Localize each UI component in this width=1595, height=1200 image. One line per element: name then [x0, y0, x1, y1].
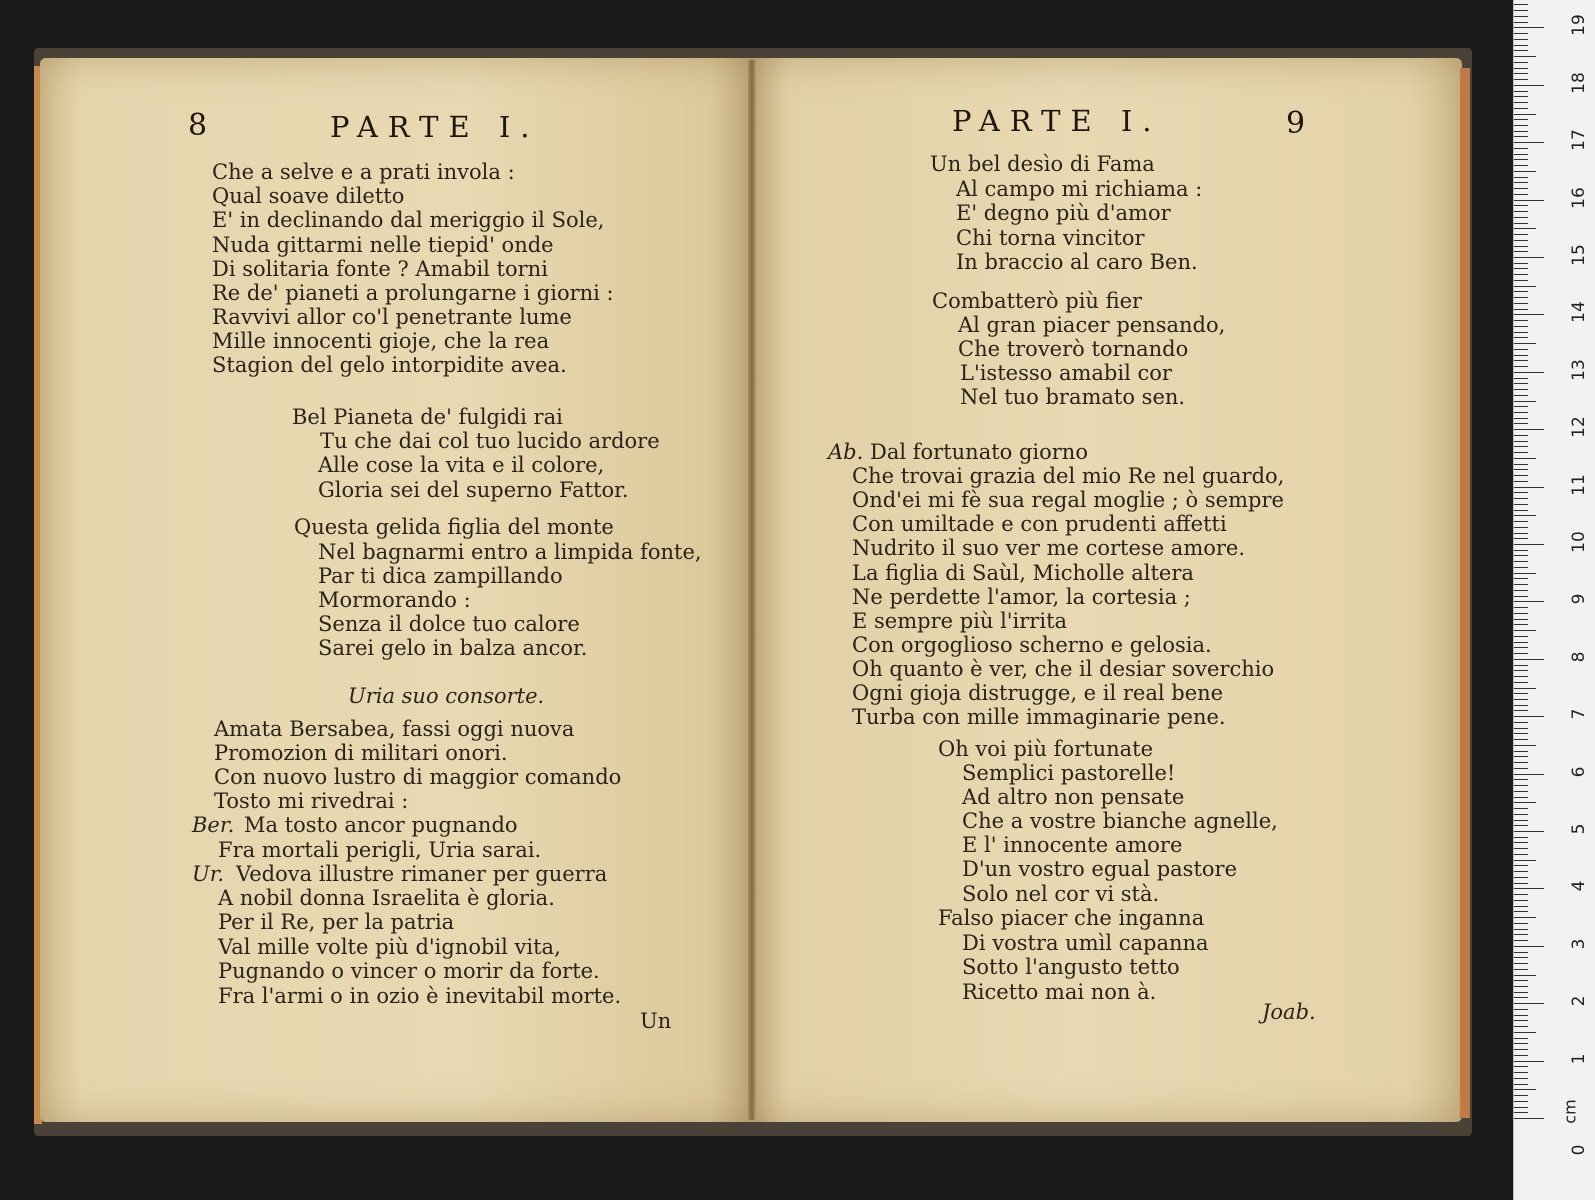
ruler-tick [1514, 79, 1528, 80]
ruler-tick [1514, 39, 1528, 40]
ruler-tick [1514, 263, 1528, 264]
ruler-tick [1514, 986, 1528, 987]
ruler-tick [1514, 1055, 1528, 1056]
verse-line: Senza il dolce tuo calore [318, 612, 580, 636]
ruler-tick [1514, 487, 1544, 488]
ruler-tick [1514, 481, 1528, 482]
ruler-tick [1514, 268, 1528, 269]
ruler-tick [1514, 676, 1528, 677]
ruler-tick [1514, 452, 1528, 453]
ruler-tick [1514, 297, 1528, 298]
verse-line: Promozion di militari onori. [214, 741, 508, 765]
ruler-tick [1514, 607, 1528, 608]
ruler-tick [1514, 223, 1528, 224]
ruler-unit-label: cm [1560, 1099, 1580, 1124]
ruler-tick [1514, 561, 1528, 562]
verse-line: La figlia di Saùl, Micholle altera [852, 561, 1194, 585]
verse-line: Che a selve e a prati invola : [212, 160, 515, 184]
ruler-tick [1514, 728, 1528, 729]
verse-line: Al gran piacer pensando, [958, 313, 1226, 337]
ruler-label: 11 [1569, 473, 1589, 496]
verse-line: Ond'ei mi fè sua regal moglie ; ò sempre [852, 488, 1284, 512]
ruler-label: 19 [1569, 14, 1589, 37]
ruler-tick [1514, 228, 1536, 229]
ruler-tick [1514, 808, 1528, 809]
verse-line: Amata Bersabea, fassi oggi nuova [214, 717, 575, 741]
ruler-label: 7 [1569, 708, 1589, 720]
speaker-ur: Ur. [192, 862, 225, 886]
ruler-tick [1514, 96, 1528, 97]
ruler-tick [1514, 527, 1528, 528]
ruler-tick [1514, 492, 1528, 493]
ruler-tick [1514, 716, 1544, 717]
verse-line: Bel Pianeta de' fulgidi rai [292, 405, 563, 429]
verse-line: Vedova illustre rimaner per guerra [236, 862, 608, 886]
ruler-tick [1514, 171, 1536, 172]
ruler-tick [1514, 940, 1528, 941]
ruler-tick [1514, 705, 1528, 706]
left-running-header: PARTE I. [330, 110, 540, 144]
ruler-tick [1514, 1066, 1528, 1067]
ruler-tick [1514, 791, 1528, 792]
ruler-tick [1514, 510, 1528, 511]
ruler-tick [1514, 469, 1528, 470]
page-edge-right [1460, 68, 1470, 1118]
ruler-label: 14 [1569, 301, 1589, 324]
ruler-tick [1514, 56, 1536, 57]
ruler-tick [1514, 303, 1528, 304]
ruler-tick [1514, 831, 1544, 832]
book-gutter [748, 60, 756, 1120]
ruler-label: 0 [1569, 1144, 1589, 1156]
ruler-tick [1514, 1020, 1528, 1021]
ruler-tick [1514, 877, 1528, 878]
ruler-tick [1514, 1043, 1528, 1044]
verse-line: Turba con mille immaginarie pene. [852, 705, 1226, 729]
ruler-tick [1514, 423, 1528, 424]
verse-line: Con umiltade e con prudenti affetti [852, 512, 1227, 536]
ruler-tick [1514, 865, 1528, 866]
ruler-tick [1514, 119, 1528, 120]
ruler-tick [1514, 975, 1536, 976]
ruler-tick [1514, 114, 1536, 115]
ruler-tick [1514, 837, 1528, 838]
ruler-tick [1514, 894, 1528, 895]
ruler-tick [1514, 142, 1544, 143]
ruler-tick [1514, 538, 1528, 539]
verse-line: Di solitaria fonte ? Amabil torni [212, 257, 548, 281]
ruler-tick [1514, 332, 1528, 333]
ruler-tick [1514, 314, 1544, 315]
ruler-tick [1514, 257, 1544, 258]
ruler-tick [1514, 188, 1528, 189]
ruler-tick [1514, 125, 1528, 126]
measuring-ruler [1513, 0, 1595, 1200]
ruler-tick [1514, 854, 1528, 855]
verse-line: Ne perdette l'amor, la cortesia ; [852, 585, 1191, 609]
ruler-tick [1514, 1038, 1528, 1039]
ruler-tick [1514, 349, 1528, 350]
right-page-number: 9 [1286, 106, 1306, 141]
ruler-tick [1514, 739, 1528, 740]
verse-line: Par ti dica zampillando [318, 564, 563, 588]
ruler-label: 5 [1569, 823, 1589, 835]
ruler-tick [1514, 762, 1528, 763]
verse-line: Nuda gittarmi nelle tiepid' onde [212, 233, 554, 257]
ruler-label: 9 [1569, 593, 1589, 605]
verse-line: E' in declinando dal meriggio il Sole, [212, 208, 605, 232]
ruler-tick [1514, 378, 1528, 379]
verse-line: D'un vostro egual pastore [962, 857, 1238, 881]
ruler-tick [1514, 50, 1528, 51]
ruler-label: 17 [1569, 129, 1589, 152]
ruler-tick [1514, 710, 1528, 711]
speaker-ber: Ber. [192, 813, 235, 837]
ruler-tick [1514, 200, 1544, 201]
ruler-tick [1514, 1107, 1528, 1108]
ruler-label: 8 [1569, 651, 1589, 663]
ruler-label: 6 [1569, 766, 1589, 778]
ruler-tick [1514, 286, 1536, 287]
ruler-tick [1514, 504, 1528, 505]
verse-line: Qual soave diletto [212, 184, 405, 208]
ruler-tick [1514, 33, 1528, 34]
ruler-tick [1514, 923, 1528, 924]
verse-line: Nel bagnarmi entro a limpida fonte, [318, 540, 702, 564]
ruler-tick [1514, 177, 1528, 178]
ruler-tick [1514, 27, 1544, 28]
ruler-tick [1514, 372, 1544, 373]
ruler-tick [1514, 1095, 1528, 1096]
ruler-tick [1514, 779, 1528, 780]
ruler-tick [1514, 154, 1528, 155]
ruler-tick [1514, 883, 1528, 884]
ruler-tick [1514, 567, 1528, 568]
ruler-tick [1514, 544, 1544, 545]
catchword: Un [640, 1009, 672, 1033]
ruler-tick [1514, 429, 1544, 430]
ruler-label: 13 [1569, 358, 1589, 381]
ruler-tick [1514, 573, 1536, 574]
ruler-tick [1514, 1015, 1528, 1016]
right-running-header: PARTE I. [952, 104, 1162, 138]
ruler-tick [1514, 148, 1528, 149]
ruler-tick [1514, 584, 1528, 585]
ruler-tick [1514, 1078, 1528, 1079]
ruler-tick [1514, 957, 1528, 958]
ruler-tick [1514, 108, 1528, 109]
ruler-tick [1514, 395, 1528, 396]
ruler-tick [1514, 1112, 1528, 1113]
ruler-tick [1514, 406, 1528, 407]
ruler-tick [1514, 900, 1528, 901]
ruler-tick [1514, 194, 1528, 195]
ruler-label: 4 [1569, 880, 1589, 892]
verse-line: Mille innocenti gioje, che la rea [212, 329, 550, 353]
verse-line: Oh quanto è ver, che il desiar soverchio [852, 657, 1275, 681]
ruler-tick [1514, 1026, 1528, 1027]
ruler-tick [1514, 389, 1528, 390]
verse-line: Che a vostre bianche agnelle, [962, 809, 1278, 833]
ruler-tick [1514, 688, 1536, 689]
catchword: Joab. [1262, 1000, 1316, 1024]
ruler-tick [1514, 768, 1528, 769]
ruler-tick [1514, 418, 1528, 419]
ruler-tick [1514, 320, 1528, 321]
verse-line: Oh voi più fortunate [938, 737, 1154, 761]
ruler-label: 18 [1569, 71, 1589, 94]
ruler-tick [1514, 16, 1528, 17]
ruler-tick [1514, 234, 1528, 235]
verse-line: Combatterò più fier [932, 289, 1143, 313]
ruler-tick [1514, 820, 1528, 821]
ruler-tick [1514, 745, 1536, 746]
ruler-tick [1514, 475, 1528, 476]
ruler-tick [1514, 647, 1528, 648]
ruler-tick [1514, 756, 1528, 757]
left-page-number: 8 [188, 108, 208, 143]
verse-line: Tosto mi rivedrai : [214, 789, 409, 813]
ruler-tick [1514, 251, 1528, 252]
verse-line: E sempre più l'irrita [852, 609, 1068, 633]
ruler-label: 1 [1569, 1053, 1589, 1065]
ruler-tick [1514, 555, 1528, 556]
ruler-tick [1514, 1003, 1544, 1004]
verse-line: Ravvivi allor co'l penetrante lume [212, 305, 572, 329]
ruler-tick [1514, 802, 1536, 803]
verse-line: Val mille volte più d'ignobil vita, [218, 935, 561, 959]
verse-line: Nel tuo bramato sen. [960, 385, 1186, 409]
ruler-tick [1514, 946, 1544, 947]
ruler-tick [1514, 131, 1528, 132]
ruler-tick [1514, 533, 1528, 534]
ruler-tick [1514, 665, 1528, 666]
ruler-tick [1514, 383, 1528, 384]
stage-direction: Uria suo consorte. [348, 684, 545, 708]
ruler-tick [1514, 860, 1536, 861]
verse-line: Tu che dai col tuo lucido ardore [320, 429, 660, 453]
ruler-tick [1514, 653, 1528, 654]
ruler-tick [1514, 722, 1528, 723]
ruler-tick [1514, 412, 1528, 413]
ruler-tick [1514, 693, 1528, 694]
ruler-tick [1514, 952, 1528, 953]
ruler-tick [1514, 291, 1528, 292]
ruler-tick [1514, 969, 1528, 970]
ruler-tick [1514, 446, 1528, 447]
ruler-tick [1514, 182, 1528, 183]
ruler-tick [1514, 360, 1528, 361]
verse-line: Gloria sei del superno Fattor. [318, 478, 629, 502]
ruler-tick [1514, 733, 1528, 734]
ruler-tick [1514, 337, 1528, 338]
ruler-tick [1514, 1101, 1528, 1102]
ruler-tick [1514, 280, 1528, 281]
verse-line: Questa gelida figlia del monte [294, 515, 614, 539]
ruler-tick [1514, 205, 1528, 206]
ruler-tick [1514, 911, 1528, 912]
ruler-tick [1514, 842, 1528, 843]
ruler-tick [1514, 458, 1536, 459]
ruler-tick [1514, 68, 1528, 69]
ruler-tick [1514, 435, 1528, 436]
verse-line: Ad altro non pensate [962, 785, 1185, 809]
ruler-tick [1514, 888, 1544, 889]
ruler-tick [1514, 1089, 1536, 1090]
ruler-tick [1514, 217, 1528, 218]
ruler-tick [1514, 1061, 1544, 1062]
ruler-tick [1514, 355, 1528, 356]
verse-line: Ricetto mai non à. [962, 980, 1157, 1004]
verse-line: Nudrito il suo ver me cortese amore. [852, 536, 1246, 560]
verse-line: Alle cose la vita e il colore, [318, 453, 605, 477]
ruler-tick [1514, 596, 1528, 597]
ruler-tick [1514, 521, 1528, 522]
ruler-tick [1514, 550, 1528, 551]
ruler-label: 2 [1569, 995, 1589, 1007]
ruler-tick [1514, 326, 1528, 327]
verse-line: E' degno più d'amor [956, 201, 1171, 225]
verse-line: Pugnando o vincer o morir da forte. [218, 959, 600, 983]
ruler-tick [1514, 825, 1528, 826]
ruler-tick [1514, 1084, 1528, 1085]
ruler-tick [1514, 774, 1544, 775]
ruler-tick [1514, 85, 1544, 86]
ruler-tick [1514, 670, 1528, 671]
verse-line: Solo nel cor vi stà. [962, 882, 1160, 906]
ruler-tick [1514, 73, 1528, 74]
ruler-tick [1514, 601, 1544, 602]
ruler-tick [1514, 102, 1528, 103]
ruler-tick [1514, 1118, 1544, 1119]
ruler-tick [1514, 366, 1528, 367]
verse-line: Mormorando : [318, 588, 471, 612]
ruler-tick [1514, 871, 1528, 872]
ruler-tick [1514, 636, 1528, 637]
ruler-tick [1514, 682, 1528, 683]
ruler-label: 16 [1569, 186, 1589, 209]
ruler-tick [1514, 274, 1528, 275]
verse-line: Fra l'armi o in ozio è inevitabil morte. [218, 984, 622, 1008]
verse-line: Con orgoglioso scherno e gelosia. [852, 633, 1212, 657]
ruler-tick [1514, 578, 1528, 579]
ruler-tick [1514, 630, 1536, 631]
ruler-tick [1514, 45, 1528, 46]
ruler-tick [1514, 211, 1528, 212]
verse-line: Che troverò tornando [958, 337, 1189, 361]
ruler-tick [1514, 642, 1528, 643]
verse-line: In braccio al caro Ben. [956, 250, 1198, 274]
ruler-tick [1514, 91, 1528, 92]
ruler-tick [1514, 10, 1528, 11]
verse-line: Dal fortunato giorno [870, 440, 1088, 464]
verse-line: Fra mortali perigli, Uria sarai. [218, 838, 542, 862]
ruler-tick [1514, 751, 1528, 752]
ruler-label: 15 [1569, 244, 1589, 266]
verse-line: Semplici pastorelle! [962, 761, 1176, 785]
ruler-label: 12 [1569, 416, 1589, 439]
ruler-tick [1514, 917, 1536, 918]
ruler-tick [1514, 441, 1528, 442]
verse-line: Ogni gioja distrugge, e il real bene [852, 681, 1224, 705]
ruler-tick [1514, 464, 1528, 465]
ruler-tick [1514, 1009, 1528, 1010]
verse-line: Chi torna vincitor [956, 226, 1145, 250]
verse-line: Che trovai grazia del mio Re nel guardo, [852, 464, 1285, 488]
ruler-tick [1514, 785, 1528, 786]
verse-line: E l' innocente amore [962, 833, 1183, 857]
verse-line: A nobil donna Israelita è gloria. [218, 886, 555, 910]
ruler-tick [1514, 1049, 1528, 1050]
ruler-tick [1514, 797, 1528, 798]
verse-line: Ma tosto ancor pugnando [244, 813, 518, 837]
verse-line: Sotto l'angusto tetto [962, 955, 1180, 979]
ruler-tick [1514, 136, 1528, 137]
ruler-label: 10 [1569, 531, 1589, 553]
ruler-tick [1514, 4, 1528, 5]
ruler-tick [1514, 246, 1528, 247]
ruler-tick [1514, 165, 1528, 166]
verse-line: L'istesso amabil cor [960, 361, 1172, 385]
verse-line: Un bel desìo di Fama [930, 152, 1155, 176]
ruler-tick [1514, 309, 1528, 310]
ruler-tick [1514, 906, 1528, 907]
ruler-tick [1514, 240, 1528, 241]
ruler-tick [1514, 401, 1536, 402]
ruler-tick [1514, 62, 1528, 63]
ruler-tick [1514, 659, 1544, 660]
verse-line: Con nuovo lustro di maggior comando [214, 765, 622, 789]
verse-line: Di vostra umìl capanna [962, 931, 1209, 955]
ruler-tick [1514, 343, 1536, 344]
ruler-tick [1514, 997, 1528, 998]
ruler-tick [1514, 619, 1528, 620]
ruler-label: 3 [1569, 938, 1589, 950]
ruler-tick [1514, 1032, 1536, 1033]
ruler-tick [1514, 590, 1528, 591]
ruler-tick [1514, 22, 1528, 23]
ruler-tick [1514, 1072, 1528, 1073]
ruler-tick [1514, 699, 1528, 700]
ruler-tick [1514, 963, 1528, 964]
speaker-ab: Ab. [828, 440, 864, 464]
ruler-tick [1514, 992, 1528, 993]
verse-line: Per il Re, per la patria [218, 910, 455, 934]
verse-line: Falso piacer che inganna [938, 906, 1205, 930]
verse-line: Stagion del gelo intorpidite avea. [212, 353, 567, 377]
ruler-tick [1514, 929, 1528, 930]
ruler-tick [1514, 848, 1528, 849]
ruler-tick [1514, 498, 1528, 499]
ruler-tick [1514, 814, 1528, 815]
verse-line: Sarei gelo in balza ancor. [318, 636, 588, 660]
ruler-tick [1514, 980, 1528, 981]
ruler-tick [1514, 613, 1528, 614]
verse-line: Al campo mi richiama : [956, 177, 1203, 201]
verse-line: Re de' pianeti a prolungarne i giorni : [212, 281, 614, 305]
ruler-tick [1514, 159, 1528, 160]
ruler-tick [1514, 934, 1528, 935]
ruler-tick [1514, 624, 1528, 625]
ruler-tick [1514, 515, 1536, 516]
